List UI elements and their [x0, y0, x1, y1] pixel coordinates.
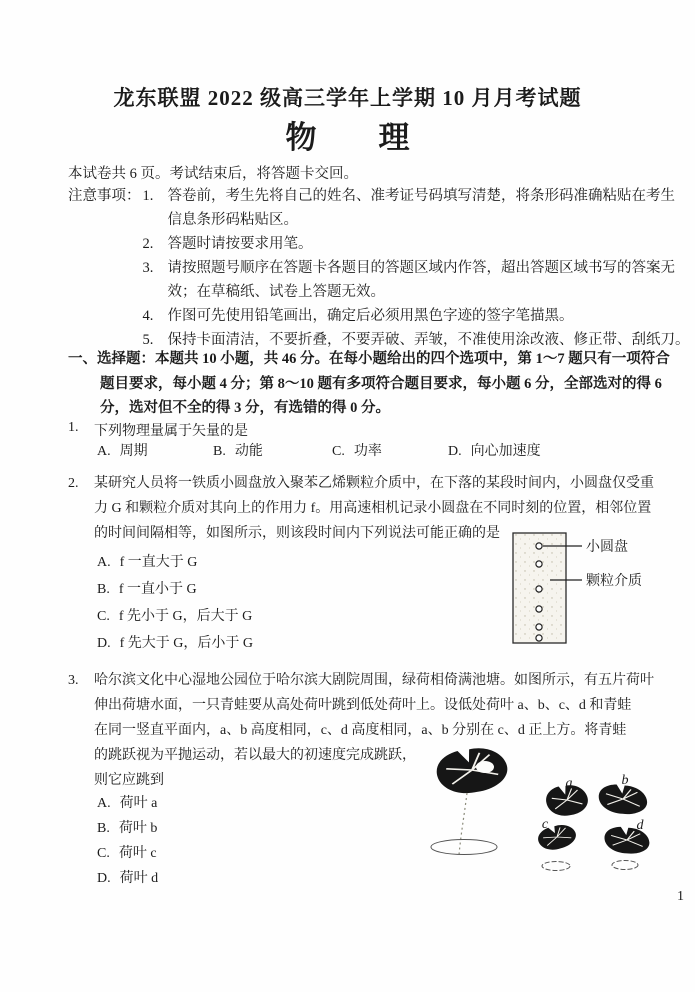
leaf-label-c: c — [541, 817, 549, 832]
q3-figure — [415, 737, 690, 892]
option-label: C. — [332, 444, 345, 459]
option-3b — [97, 816, 158, 841]
option-label: D. — [448, 444, 462, 459]
text-line: 的时间间隔相等，如图所示，则该段时间内下列说法可能正确的是 — [94, 526, 500, 541]
option-label: A. — [97, 444, 111, 459]
text-line: 的跳跃视为平抛运动，若以最大的初速度完成跳跃， — [94, 748, 416, 763]
leaf-label-d: d — [636, 818, 644, 833]
leaf-highlight — [476, 761, 494, 773]
option-label: C. — [97, 609, 110, 624]
question-2-options — [97, 549, 253, 657]
text-line: 答题时请按要求用笔。 — [167, 236, 313, 252]
text-line: 作图可先使用铅笔画出，确定后必须用黑色字迹的签字笔描黑。 — [167, 308, 574, 324]
water-ripple-large — [431, 840, 497, 855]
notice-number: 2. — [142, 236, 154, 252]
page-number: 1 — [677, 889, 684, 904]
option-text: 荷叶 b — [118, 821, 158, 836]
option-2b — [97, 576, 253, 603]
text-line: 在同一竖直平面内，a、b 高度相同，c、d 高度相同，a、b 分别在 c、d 正上方。将青蛙 — [94, 723, 627, 738]
option-text: 向心加速度 — [470, 444, 541, 459]
option-1d — [448, 440, 541, 460]
question-number: 1. — [68, 420, 79, 435]
tall-lotus-leaf — [434, 744, 510, 797]
leaf-label-a: a — [565, 776, 573, 791]
option-3d — [97, 866, 158, 891]
lotus-stem-dotted-line — [459, 793, 467, 855]
option-text: f 一直小于 G — [118, 582, 197, 597]
disk-label: 小圆盘 — [586, 540, 628, 555]
notice-item-4 — [143, 304, 690, 328]
option-1b — [213, 440, 263, 460]
text-line: 伸出荷塘水面，一只青蛙要从高处荷叶跳到低处荷叶上。设低处荷叶 a、b、c、d 和青蛙 — [94, 698, 632, 713]
option-label: A. — [97, 555, 111, 570]
notice-number: 3. — [142, 260, 154, 276]
water-ripple-d — [612, 861, 638, 870]
notice-text — [168, 256, 676, 304]
option-2d — [97, 630, 253, 657]
option-1c — [332, 440, 382, 460]
question-3-options — [97, 791, 158, 891]
option-text: 荷叶 a — [119, 796, 158, 811]
text-line: 分，选对但不全的得 3 分，有选错的得 0 分。 — [100, 400, 390, 416]
exam-intro: 本试卷共 6 页。考试结束后，将答题卡交回。 — [68, 166, 358, 182]
option-text: 周期 — [119, 444, 148, 459]
text-line: 哈尔滨文化中心湿地公园位于哈尔滨大剧院周围，绿荷相倚满池塘。如图所示，有五片荷叶 — [94, 673, 654, 688]
option-text: 动能 — [234, 444, 263, 459]
question-number: 3. — [68, 673, 79, 688]
option-2c — [97, 603, 253, 630]
text-line: 请按照题号顺序在答题卡各题目的答题区域内作答，超出答题区域书写的答案无 — [167, 260, 675, 276]
notice-text — [168, 304, 574, 328]
notice-item-2 — [143, 232, 690, 256]
option-label: C. — [97, 846, 110, 861]
option-label: B. — [97, 821, 110, 836]
text-line: 保持卡面清洁，不要折叠，不要弄破、弄皱，不准使用涂改液、修正带、刮纸刀。 — [167, 332, 690, 348]
option-text: f 一直大于 G — [119, 555, 198, 570]
option-text: f 先大于 G，后小于 G — [119, 636, 254, 651]
option-text: f 先小于 G，后大于 G — [118, 609, 253, 624]
notice-number: 4. — [142, 308, 154, 324]
text-line: 则它应跳到 — [94, 773, 164, 788]
notice-items — [143, 184, 690, 352]
page-title: 龙东联盟 2022 级高三学年上学期 10 月月考试题 — [113, 86, 582, 110]
text-line: 某研究人员将一铁质小圆盘放入聚苯乙烯颗粒介质中，在下落的某段时间内，小圆盘仅受重 — [94, 476, 654, 491]
text-line: 信息条形码粘贴区。 — [167, 212, 298, 228]
notice-text — [168, 184, 676, 232]
text-line: 力 G 和颗粒介质对其向上的作用力 f。用高速相机记录小圆盘在不同时刻的位置，相邻位置 — [94, 501, 652, 516]
notices-block — [68, 184, 690, 352]
question-1 — [68, 420, 248, 440]
notice-text — [168, 232, 313, 256]
notice-number: 1. — [142, 188, 154, 204]
notice-number: 5. — [142, 332, 154, 348]
text-line: 一、选择题：本题共 10 小题，共 46 分。在每小题给出的四个选项中，第 1～7 题只有一项符合 — [68, 351, 670, 367]
leaf-label-b: b — [621, 773, 629, 788]
medium-label: 颗粒介质 — [586, 574, 642, 589]
option-3a — [97, 791, 158, 816]
option-text: 功率 — [353, 444, 382, 459]
option-text: 荷叶 d — [119, 871, 159, 886]
text-line: 效；在草稿纸、试卷上答题无效。 — [167, 284, 385, 300]
option-label: B. — [97, 582, 110, 597]
option-label: D. — [97, 871, 111, 886]
question-1-stem: 下列物理量属于矢量的是 — [94, 424, 248, 439]
q2-figure — [505, 524, 670, 664]
lotus-leaf-d — [603, 825, 651, 855]
notice-item-3 — [143, 256, 690, 304]
option-1a — [97, 440, 148, 460]
section-1-heading — [68, 347, 668, 421]
text-line: 答卷前，考生先将自己的姓名、准考证号码填写清楚，将条形码准确粘贴在考生 — [167, 188, 675, 204]
option-text: 荷叶 c — [118, 846, 157, 861]
option-label: D. — [97, 636, 111, 651]
question-1-options — [0, 440, 695, 460]
option-label: B. — [213, 444, 226, 459]
notices-label: 注意事项： — [68, 188, 141, 204]
text-line: 题目要求，每小题 4 分；第 8～10 题有多项符合题目要求，每小题 6 分，全部选对的得 6 — [100, 375, 662, 392]
option-label: A. — [97, 796, 111, 811]
option-2a — [97, 549, 253, 576]
subject-title: 物 理 — [285, 120, 410, 155]
notice-item-1 — [143, 184, 690, 232]
question-number: 2. — [68, 476, 79, 491]
option-3c — [97, 841, 158, 866]
water-ripple-c — [542, 862, 570, 871]
